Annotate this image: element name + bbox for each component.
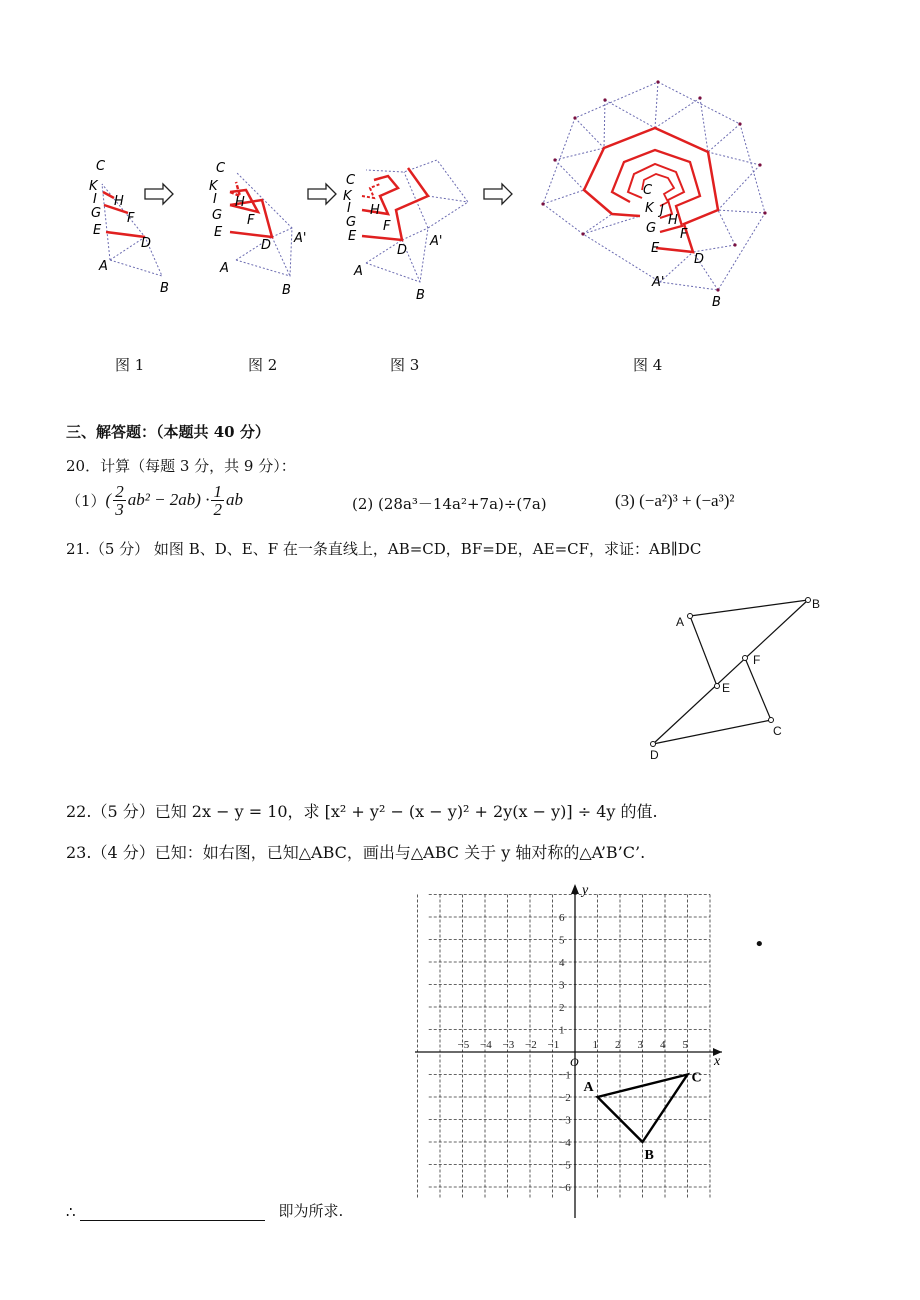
x-tick-label: 3 bbox=[637, 1039, 643, 1051]
fraction bbox=[211, 483, 224, 518]
fig3-label: A' bbox=[430, 234, 443, 249]
fig3-label: E bbox=[348, 229, 357, 244]
therefore-symbol: ∴ bbox=[66, 1203, 76, 1221]
x-tick-label: −2 bbox=[525, 1039, 537, 1051]
x-tick-label: −3 bbox=[502, 1039, 515, 1051]
fig2-label: F bbox=[247, 213, 255, 228]
fig4-label: D bbox=[694, 252, 705, 267]
vertex-label-b: B bbox=[644, 1148, 654, 1163]
x-axis-label: x bbox=[714, 1054, 721, 1069]
x-tick-label: 4 bbox=[660, 1039, 666, 1051]
x-tick-label: −5 bbox=[457, 1039, 470, 1051]
fig4-label: H bbox=[668, 213, 678, 228]
fig2-label: C bbox=[216, 161, 226, 176]
fig1-label: B bbox=[160, 281, 169, 296]
question-21-text: 21.（5 分） 如图 B、D、E、F 在一条直线上，AB=CD，BF=DE，AE=CF，求证：AB∥DC bbox=[66, 540, 702, 558]
denominator: 3 bbox=[115, 499, 124, 519]
fig1-label: E bbox=[93, 223, 102, 238]
y-tick-label: −6 bbox=[559, 1182, 571, 1194]
y-axis-label: y bbox=[582, 883, 589, 898]
y-tick-label: 4 bbox=[559, 957, 565, 969]
y-tick-label: −2 bbox=[559, 1092, 571, 1104]
fraction bbox=[113, 483, 126, 518]
figure-2 bbox=[209, 161, 306, 298]
coordinate-grid bbox=[410, 878, 740, 1223]
fig3-label: I bbox=[347, 201, 351, 216]
fig4-label: C bbox=[643, 183, 653, 198]
figure-3 bbox=[343, 160, 468, 303]
point-label: B bbox=[812, 597, 820, 611]
origin-label: O bbox=[570, 1055, 579, 1069]
fig4-label: E bbox=[651, 241, 660, 256]
fig3-label: D bbox=[397, 243, 408, 258]
fig1-label: A bbox=[99, 259, 108, 274]
answer-blank[interactable] bbox=[80, 1206, 265, 1221]
y-tick-label: −4 bbox=[559, 1137, 571, 1149]
fig2-label: I bbox=[213, 192, 217, 207]
y-tick-label: 3 bbox=[559, 979, 565, 992]
fig1-label: C bbox=[96, 159, 106, 174]
point-label: A bbox=[676, 615, 685, 629]
y-tick-label: −5 bbox=[559, 1159, 571, 1172]
question-20-title: 20．计算（每题 3 分，共 9 分）： bbox=[66, 457, 296, 475]
fig2-label: A bbox=[220, 261, 229, 276]
stray-dot: • bbox=[754, 934, 765, 955]
numerator: 1 bbox=[213, 481, 222, 501]
y-tick-label: 6 bbox=[559, 912, 565, 924]
question-21-figure bbox=[640, 588, 820, 764]
numerator: 2 bbox=[115, 481, 124, 501]
fig1-label: D bbox=[141, 236, 152, 251]
x-tick-label: 1 bbox=[592, 1039, 598, 1051]
fig1-label: G bbox=[91, 206, 102, 221]
expression: ab bbox=[225, 490, 243, 509]
figure-1 bbox=[89, 159, 169, 296]
denominator: 2 bbox=[213, 499, 222, 519]
fig4-label: G bbox=[646, 221, 657, 236]
x-tick-label: −1 bbox=[547, 1039, 560, 1051]
fig3-label: G bbox=[346, 215, 357, 230]
arrow-right-icon bbox=[484, 184, 512, 204]
question-23-text: 23.（4 分）已知：如右图，已知△ABC，画出与△ABC 关于 y 轴对称的△A’B’C’. bbox=[66, 843, 646, 862]
figure-strip bbox=[0, 0, 920, 330]
point-label: E bbox=[722, 681, 731, 695]
question-20-part-1 bbox=[66, 480, 243, 520]
fig2-label: B bbox=[282, 283, 291, 298]
question-20-part-3: (3) (−a²)³ + (−a³)² bbox=[615, 491, 735, 510]
fig3-label: C bbox=[346, 173, 356, 188]
section-title: 三、解答题：（本题共 40 分） bbox=[66, 423, 270, 441]
point-label: F bbox=[753, 653, 761, 667]
fig1-label: K bbox=[89, 179, 98, 194]
fig4-label: B bbox=[712, 295, 721, 310]
figure-caption: 图 3 bbox=[390, 356, 420, 374]
answer-line bbox=[66, 1200, 343, 1221]
arrow-right-icon bbox=[308, 184, 336, 204]
fig2-label: D bbox=[261, 238, 272, 253]
answer-suffix: 即为所求. bbox=[278, 1202, 344, 1220]
fig4-label: A' bbox=[652, 275, 665, 290]
question-22-text: 22.（5 分）已知 2x − y = 10，求 [x² + y² − (x − y)² + 2y(x − y)] ÷ 4y 的值. bbox=[66, 802, 658, 821]
fig2-label: K bbox=[209, 179, 218, 194]
vertex-label-a: A bbox=[583, 1080, 594, 1095]
fig3-label: H bbox=[370, 203, 380, 218]
fig3-label: A bbox=[354, 264, 363, 279]
x-tick-label: 5 bbox=[682, 1039, 688, 1051]
arrow-right-icon bbox=[145, 184, 173, 204]
y-tick-label: 5 bbox=[559, 934, 565, 947]
y-tick-label: 2 bbox=[559, 1002, 565, 1014]
point-label: D bbox=[650, 748, 659, 762]
expression: ab² − 2ab) · bbox=[127, 490, 210, 509]
fig1-label: F bbox=[127, 211, 135, 226]
x-tick-label: −4 bbox=[480, 1039, 492, 1051]
fig4-label: F bbox=[680, 227, 688, 242]
fig2-label: H bbox=[235, 195, 245, 210]
fig3-label: B bbox=[416, 288, 425, 303]
vertex-label-c: C bbox=[691, 1070, 702, 1086]
y-axis-arrow-icon bbox=[571, 884, 579, 894]
fig2-label: E bbox=[214, 225, 223, 240]
figure-caption: 图 2 bbox=[248, 356, 278, 374]
part-label: （1） bbox=[66, 491, 106, 510]
point-label: C bbox=[773, 724, 782, 738]
fig2-label: G bbox=[212, 208, 223, 223]
x-tick-label: 2 bbox=[615, 1039, 621, 1051]
y-tick-label: 1 bbox=[559, 1024, 565, 1037]
open-paren: ( bbox=[105, 490, 112, 509]
fig3-label: K bbox=[343, 189, 352, 204]
fig4-label: K bbox=[645, 201, 654, 216]
y-tick-label: −3 bbox=[559, 1114, 571, 1127]
figure-caption: 图 4 bbox=[633, 356, 663, 374]
question-20-part-2: (2) (28a³－14a²+7a)÷(7a) bbox=[352, 495, 547, 513]
fig2-label: A' bbox=[294, 231, 307, 246]
fig1-label: I bbox=[93, 192, 97, 207]
figure-caption: 图 1 bbox=[115, 356, 145, 374]
fig1-label: H bbox=[114, 194, 124, 209]
y-tick-label: −1 bbox=[559, 1069, 571, 1082]
figure-4 bbox=[541, 80, 766, 310]
fig4-label: J bbox=[660, 203, 664, 218]
fig3-label: F bbox=[383, 219, 391, 234]
